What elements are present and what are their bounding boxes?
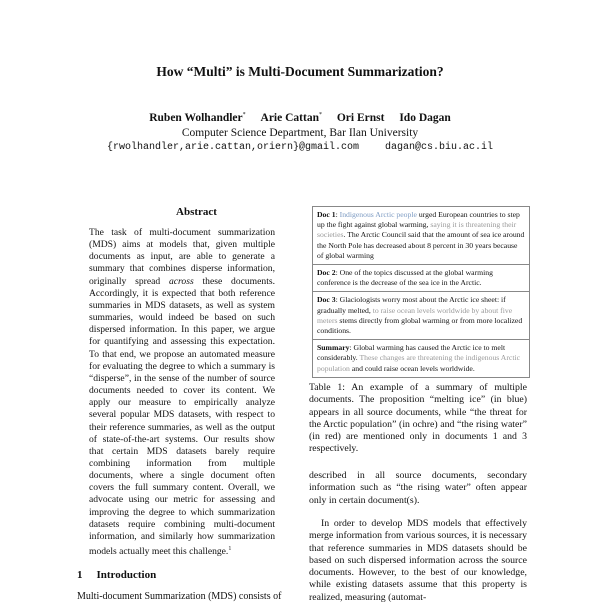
author-3: Ori Ernst [336, 112, 385, 124]
author-1: Ruben Wolhandler* [149, 112, 246, 124]
email-group-1: {rwolhandler,arie.cattan,oriern}@gmail.com [106, 142, 359, 153]
doc3-cell: Doc 3: Glaciologists worry most about the Arctic ice sheet: if gradually melted, to raise ocean levels worldwide by about five meters stems directly from global warming or from more localized conditions. [313, 292, 529, 340]
abstract-heading: Abstract [176, 206, 217, 218]
intro-first-line: Multi-document Summarization (MDS) consists of [77, 591, 282, 602]
email-group-2: dagan@cs.biu.ac.il [385, 142, 494, 153]
example-table [312, 206, 530, 378]
section-heading: 1 Introduction [77, 569, 157, 581]
doc1-cell: Doc 1: Indigenous Arctic people urged European countries to step up the fight against global warming, saying it is threatening their societies. The Arctic Council said that the amount of sea ice around the North Pole has decreased about 8 percent in 30 years because of global warming [313, 207, 529, 265]
footnote-mark: 1 [228, 546, 232, 553]
summary-cell: Summary: Global warming has caused the Arctic ice to melt considerably. These changes are threatening the indigenous Arctic population and could raise ocean levels worldwide. [317, 343, 521, 373]
abstract-body: The task of multi-document summarization (MDS) aims at models that, given multiple documents as input, are able to generate a summary that combines disperse information, originally spread across these documents. Accordingly, it is expected that both reference summaries in MDS datasets, as well as system summaries, would indeed be based on such dispersed information. In this paper, we argue for quantifying and assessing this expectation. To that end, we propose an automated measure for evaluating the degree to which a summary is “disperse”, in the sense of the number of source documents needed to cover its content. We apply our measure to empirically analyze several popular MDS datasets, with respect to their reference summaries, as well as the output of state-of-the-art systems. Our results show that certain MDS datasets barely require combining information from multiple documents, where a single document often covers the full summary content. Overall, we advocate using our metric for assessing and improving the degree to which summarization datasets require combining multi-document information, and similarly how summarization models actually meet this challenge.$^1$ [89, 227, 275, 558]
doc2-cell: Doc 2: One of the topics discussed at the global warming conference is the decrease of the sea ice in the Arctic. [313, 265, 529, 292]
right-paragraph-1: described in all source documents, secondary information such as “the rising water” often appear only in certain document(s). [309, 470, 527, 506]
author-2: Arie Cattan* [260, 112, 322, 124]
table-caption: Table 1: An example of a summary of multiple documents. The proposition “melting ice” (in blue) appears in all source documents, while “the threat for the Arctic population” (in ochre) and “the rising water” (in red) are mentioned only in documents 1 and 3 respectively. [309, 382, 527, 455]
author-list [0, 112, 600, 124]
affiliation: Computer Science Department, Bar Ilan University [181, 127, 419, 139]
author-4: Ido Dagan [399, 112, 451, 124]
author-emails [0, 142, 600, 153]
right-paragraph-2: In order to develop MDS models that effectively merge information from various sources, it is necessary that reference summaries in MDS datasets should be based on such dispersed information across the source documents. However, to the best of our knowledge, while existing datasets assume that this property is realized, measuring (automat- [309, 518, 527, 603]
paper-title: How “Multi” is Multi-Document Summarization? [156, 64, 444, 79]
